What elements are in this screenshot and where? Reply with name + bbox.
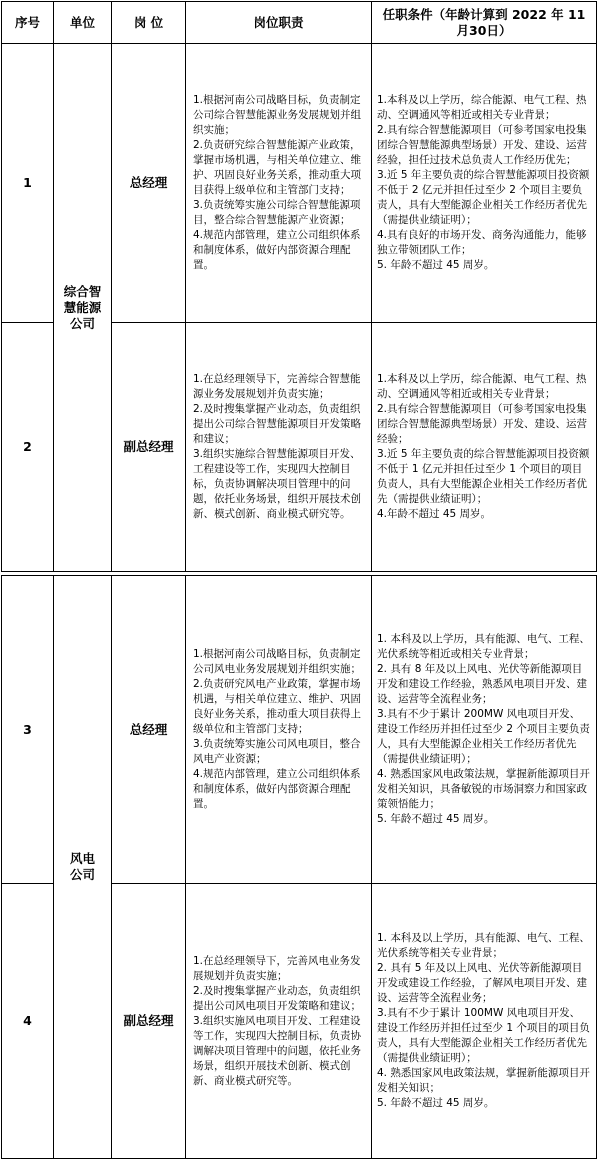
row-duties	[186, 44, 372, 323]
duty-item: 3.负责统筹实施公司综合智慧能源项目，整合综合智慧能源产业资源；	[193, 199, 361, 226]
recruitment-table-part-1	[1, 1, 597, 572]
duty-item: 1.根据河南公司战略目标，负责制定公司综合智慧能源业务发展规划并组织实施；	[193, 94, 361, 136]
duty-item: 2.负责研究综合智慧能源产业政策，掌握市场机遇，与相关单位建立、维护、巩固良好业务关系，推动重大项目获得上级单位和主管部门支持；	[193, 139, 361, 196]
requirement-item: 5. 年龄不超过 45 周岁。	[377, 259, 495, 271]
duty-item: 4.规范内部管理，建立公司组织体系和制度体系，做好内部资源合理配置。	[193, 229, 361, 271]
requirement-item: 5. 年龄不超过 45 周岁。	[377, 1097, 495, 1109]
header-unit: 单位	[54, 2, 112, 44]
row-position: 总经理	[112, 576, 186, 884]
unit-cell	[54, 576, 112, 1159]
header-requirements: 任职条件（年龄计算到 2022 年 11 月30日）	[372, 2, 597, 44]
table-section-1	[1, 1, 596, 571]
row-duties	[186, 884, 372, 1159]
duty-item: 3.组织实施综合智慧能源项目开发、工程建设等工作，实现四大控制目标，负责协调解决项目管理中的问题，依托业务场景，组织开展技术创新、模式创新、商业模式研究等。	[193, 448, 361, 520]
recruitment-table-part-2	[1, 575, 597, 1159]
unit-cell	[54, 44, 112, 572]
requirement-item: 4. 熟悉国家风电政策法规，掌握新能源项目开发相关知识，具备敏锐的市场洞察力和国家政策领悟能力；	[377, 768, 590, 810]
requirement-item: 1.本科及以上学历，综合能源、电气工程、热动、空调通风等相近或相关专业背景；	[377, 373, 587, 400]
requirement-item: 1.本科及以上学历，综合能源、电气工程、热动、空调通风等相近或相关专业背景；	[377, 94, 587, 121]
requirement-item: 1. 本科及以上学历，具有能源、电气、工程、光伏系统等相关专业背景；	[377, 932, 590, 959]
row-requirements	[372, 44, 597, 323]
header-position: 岗 位	[112, 2, 186, 44]
duty-item: 1.在总经理领导下，完善综合智慧能源业务发展规划并负责实施；	[193, 373, 361, 400]
row-duties	[186, 323, 372, 572]
requirement-item: 4.具有良好的市场开发、商务沟通能力，能够独立带领团队工作；	[377, 229, 587, 256]
row-position: 副总经理	[112, 323, 186, 572]
row-position: 副总经理	[112, 884, 186, 1159]
header-duties: 岗位职责	[186, 2, 372, 44]
row-seq: 1	[2, 44, 54, 323]
requirement-item: 4.年龄不超过 45 周岁。	[377, 508, 492, 520]
table-section-2	[1, 575, 596, 1158]
row-seq: 3	[2, 576, 54, 884]
table-row	[2, 44, 597, 323]
table-row	[2, 576, 597, 884]
requirement-item: 2.具有综合智慧能源项目（可参考国家电投集团综合智慧能源典型场景）开发、建设、运营经验；	[377, 403, 587, 445]
row-seq: 4	[2, 884, 54, 1159]
requirement-item: 5. 年龄不超过 45 周岁。	[377, 813, 495, 825]
unit-name: 综合智慧能源公司	[63, 283, 102, 331]
duty-item: 2.及时搜集掌握产业动态，负责组织提出公司综合智慧能源项目开发策略和建议；	[193, 403, 361, 445]
requirement-item: 2. 具有 5 年及以上风电、光伏等新能源项目开发或建设工作经验，了解风电项目开发、建设、运营等全流程业务；	[377, 962, 587, 1004]
row-position: 总经理	[112, 44, 186, 323]
requirement-item: 4. 熟悉国家风电政策法规，掌握新能源项目开发相关知识；	[377, 1067, 590, 1094]
row-seq: 2	[2, 323, 54, 572]
row-duties	[186, 576, 372, 884]
duty-item: 1.在总经理领导下，完善风电业务发展规划并负责实施；	[193, 954, 361, 982]
requirement-item: 3.具有不少于累计 100MW 风电项目开发、建设工作经历并担任过至少 1 个项目的项目负责人，具有大型能源企业相关工作经历者优先（需提供业绩证明）；	[377, 1007, 590, 1064]
row-requirements	[372, 323, 597, 572]
requirement-item: 3.近 5 年主要负责的综合智慧能源项目投资额不低于 1 亿元并担任过至少 1 个项目的项目负责人，具有大型能源企业相关工作经历者优先（需提供业绩证明）；	[377, 448, 590, 505]
requirement-item: 3.近 5 年主要负责的综合智慧能源项目投资额不低于 2 亿元并担任过至少 2 个项目主要负责人，具有大型能源企业相关工作经历者优先（需提供业绩证明）；	[377, 169, 590, 226]
duty-item: 4.规范内部管理，建立公司组织体系和制度体系，做好内部资源合理配置。	[193, 768, 361, 810]
row-requirements	[372, 884, 597, 1159]
requirement-item: 2. 具有 8 年及以上风电、光伏等新能源项目开发和建设工作经验，熟悉风电项目开发、建设、运营等全流程业务；	[377, 663, 587, 705]
row-requirements	[372, 576, 597, 884]
header-seq: 序号	[2, 2, 54, 44]
duty-item: 1.根据河南公司战略目标，负责制定公司风电业务发展规划并组织实施；	[193, 648, 361, 675]
unit-name: 风电公司	[69, 851, 95, 882]
header-row	[2, 2, 597, 44]
duty-item: 2.负责研究风电产业政策，掌握市场机遇，与相关单位建立、维护、巩固良好业务关系，推动重大项目获得上级单位和主管部门支持；	[193, 678, 361, 735]
duty-item: 2.及时搜集掌握产业动态，负责组织提出公司风电项目开发策略和建议；	[193, 984, 361, 1012]
duty-item: 3.负责统筹实施公司风电项目，整合风电产业资源；	[193, 738, 361, 765]
requirement-item: 2.具有综合智慧能源项目（可参考国家电投集团综合智慧能源典型场景）开发、建设、运营经验，担任过技术总负责人工作经历优先；	[377, 124, 587, 166]
requirement-item: 1. 本科及以上学历，具有能源、电气、工程、光伏系统等相近或相关专业背景；	[377, 633, 590, 660]
requirement-item: 3.具有不少于累计 200MW 风电项目开发、建设工作经历并担任过至少 2 个项目主要负责人，具有大型能源企业相关工作经历者优先（需提供业绩证明）；	[377, 708, 590, 765]
duty-item: 3.组织实施风电项目开发、工程建设等工作，实现四大控制目标，负责协调解决项目管理中的问题，依托业务场景，组织开展技术创新、模式创新、商业模式研究等。	[193, 1014, 361, 1087]
